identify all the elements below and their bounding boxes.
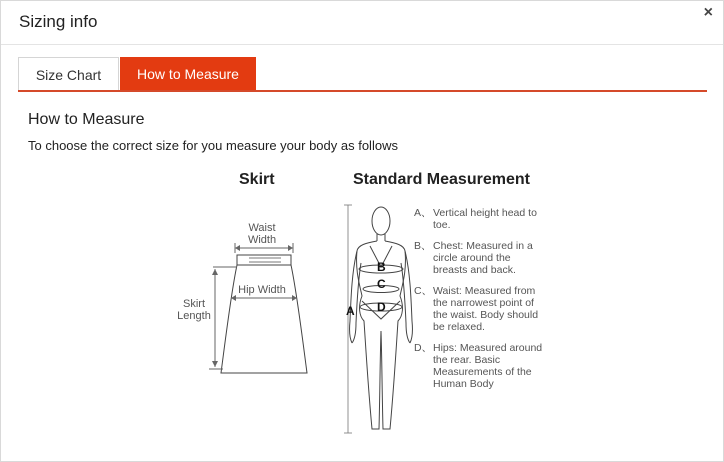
skirt-length-label bbox=[174, 298, 214, 322]
height-letter-a: A bbox=[346, 304, 355, 318]
legend-key-d: D、 bbox=[414, 342, 433, 354]
tab-how-to-measure[interactable]: How to Measure bbox=[120, 57, 256, 91]
standard-measurement-title: Standard Measurement bbox=[353, 171, 530, 188]
legend-text-c: Waist: Measured from the narrowest point of the waist. Body should be relaxed. bbox=[433, 285, 539, 333]
title-divider bbox=[1, 44, 723, 45]
close-icon[interactable]: × bbox=[703, 4, 713, 21]
waist-width-label bbox=[242, 222, 282, 246]
hip-width-label: Hip Width bbox=[238, 284, 286, 296]
tab-bar bbox=[18, 57, 707, 92]
hip-letter-d: D bbox=[377, 300, 386, 314]
waist-label-line1: Waist bbox=[248, 222, 276, 234]
section-description: To choose the correct size for you measure your body as follows bbox=[28, 138, 398, 153]
length-label-line1: Skirt bbox=[183, 298, 205, 310]
tab-underline bbox=[18, 90, 707, 92]
legend-key-c: C、 bbox=[414, 285, 433, 297]
dialog-title: Sizing info bbox=[19, 12, 98, 31]
section-heading: How to Measure bbox=[28, 111, 145, 128]
waist-label-line2: Width bbox=[247, 234, 277, 246]
legend-key-b: B、 bbox=[414, 240, 432, 252]
chest-letter-b: B bbox=[377, 260, 386, 274]
legend-text-b: Chest: Measured in a circle around the breasts and back. bbox=[433, 240, 533, 276]
length-label-line2: Length bbox=[177, 310, 211, 322]
skirt-diagram bbox=[191, 233, 351, 433]
legend-key-a: A、 bbox=[414, 207, 432, 219]
legend-item-d bbox=[414, 342, 544, 390]
legend-text-a: Vertical height head to toe. bbox=[433, 207, 537, 231]
skirt-title: Skirt bbox=[239, 171, 275, 188]
legend-text-d: Hips: Measured around the rear. Basic Measurements of the Human Body bbox=[433, 342, 543, 390]
legend-item-b bbox=[414, 240, 544, 276]
waist-letter-c: C bbox=[377, 277, 386, 291]
legend-item-c bbox=[414, 285, 544, 333]
legend-item-a bbox=[414, 207, 544, 231]
tab-size-chart[interactable]: Size Chart bbox=[18, 57, 119, 91]
measurement-legend bbox=[414, 207, 544, 399]
body-diagram bbox=[336, 201, 426, 441]
